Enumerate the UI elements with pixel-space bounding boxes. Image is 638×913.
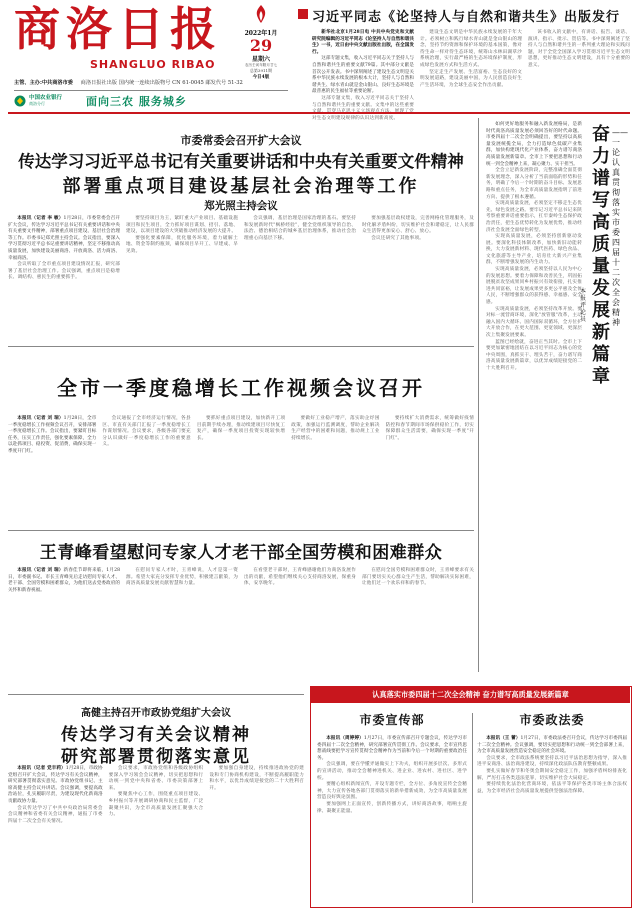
conference-col-2: 要坚持项目为王，紧盯重大产业项目、基础设施项目和民生项目，全力抓好项目谋划、招引、落地、建设，以项目建设的大突破推动经济发展的大提升。 要强化要素保障，优化服务环境，着力破解土地、资金等制约瓶颈，确保项目早开工、早建成、早见效。 <box>126 216 238 254</box>
work-meeting-col-1 <box>8 416 96 528</box>
date-weekday: 星期六 <box>251 56 270 63</box>
cppcc-headline-2: 研究部署贯彻落实意见 <box>61 747 251 767</box>
conference-col-3: 会议强调，基层治理是国家治理的基石。要坚持和发展新时代"枫桥经验"，健全党组织领导的自治、法治、德治相结合的城乡基层治理体系，推动社会治理重心向基层下移。 <box>244 216 356 241</box>
cppcc-headline-1: 传达学习有关会议精神 <box>61 725 251 745</box>
visit-col-4: 在慰问全国劳模和困难群众时，王青峰要求有关部门要切实关心群众生产生活，帮助解决实际困难，让他们过一个欢乐祥和的春节。 <box>362 568 474 587</box>
masthead <box>0 0 638 121</box>
masthead-divider <box>14 90 288 91</box>
work-meeting-headline: 全市一季度稳增长工作视频会议召开 <box>57 376 425 400</box>
special-right-title: 市委政法委 <box>519 713 585 727</box>
conference-headline-2: 部署重点项目建设基层社会治理等工作 <box>62 176 420 197</box>
divider-1 <box>8 346 474 347</box>
conference-body: 1月28日，市委常委会召开扩大会议，传达学习习近平总书记有关重要讲话和中央有关重要文件精神，部署重点项目建设、基层社会治理等工作。市委书记郑光照主持会议。会议指出，要深入学习贯彻习近平总书记重要讲话精神，坚定不移推动高质量发展，加快建设美丽商洛、开放商洛、活力商洛、幸福商洛。 <box>8 216 120 261</box>
conference-kicker: 市委常委会召开扩大会议 <box>180 134 302 147</box>
work-meeting-body: 1月28日，全市一季度稳增长工作视频会议召开，安排部署一季度稳增长工作。会议指出，要紧盯目标任务，压实工作责任，强化要素保障，全力以赴抓项目、稳投资、促消费，确保实现一季度开门红。 <box>8 416 97 454</box>
commentary-subtitle: ——一论认真贯彻落实市委四届十二次全会精神 <box>612 128 628 327</box>
divider-3 <box>8 694 304 695</box>
sponsor: 主管、主办:中共商洛市委 <box>14 80 73 86</box>
special-left-body: 1月27日，市委宣传部召开专题会议，传达学习市委四届十二次全会精神，研究部署宣传贯彻工作。会议要求，全市宣传思想战线要把学习宣传贯彻全会精神作为当前和今后一个时期的重要政治任务。 <box>317 736 467 761</box>
commentary <box>478 118 632 676</box>
conference-headline-1: 传达学习习近平总书记有关重要讲话和中央有关重要文件精神 <box>18 152 464 171</box>
work-meeting-article <box>8 352 474 530</box>
commentary-lead: 如何更好地服务和融入新发展格局，是新时代商洛高质量发展必须回答好的时代命题。市委四届十二次全会明确提出，要坚持以高质量发展统揽全局，全力打造绿色低碳产业集群，加快构建现代化产业体系，奋力谱写商洛高质量发展新篇章。全市上下要把思想和行动统一到全会精神上来，凝心聚力、实干担当。 <box>486 122 582 167</box>
top-story-col-2: 建设生态文明是中华民族永续发展的千年大计。必须树立和践行绿水青山就是金山银山的理念，坚持节约资源和保护环境的基本国策，像对待生命一样对待生态环境，统筹山水林田湖草沙系统治理，实行最严格的生态环境保护制度，形成绿色发展方式和生活方式。 坚定走生产发展、生活富裕、生态良好的文明发展道路，建设美丽中国，为人民创造良好生产生活环境，为全球生态安全作出贡献。 <box>420 30 522 88</box>
special-left-byline: 本报讯（周婷婷） <box>326 736 364 741</box>
top-story <box>298 4 630 121</box>
work-meeting-col-4: 要做好工业稳产增产，落实助企纾困政策，加强运行监测调度，帮助企业解决生产经营中的困难和问题，推动规上工业持续增长。 <box>291 416 380 441</box>
visit-byline: 本报讯（记者 刘 瑞） <box>17 568 64 573</box>
work-meeting-byline: 本报讯（记者 刘 瑞） <box>17 416 64 421</box>
conference-article <box>8 118 474 346</box>
commentary-divider <box>478 118 479 672</box>
conference-byline: 本报讯（记者 李 敏） <box>17 216 64 221</box>
special-banner <box>311 687 630 703</box>
date-day: 29 <box>249 36 273 55</box>
bank-slogan: 面向三农 服务城乡 <box>86 95 187 108</box>
cppcc-col-1: 本报讯（记者 党丰莉）1月28日，市政协党组召开扩大会议，传达学习有关会议精神，研究部署贯彻落实意见。市政协党组书记、主席高健主持会议并讲话。会议强调，要提高政治站位，扎实履职尽责，为建设现代化新商洛贡献政协力量。 会议传达学习了中共中央政治局常委会会议精神和省委有关会议精神，通报了市委四届十二次全会有关情况。 <box>8 766 103 824</box>
cppcc-kicker: 高健主持召开市政协党组扩大会议 <box>81 708 231 719</box>
special-left: 市委宣传部 本报讯（周婷婷）1月27日，市委宣传部召开专题会议，传达学习市委四届十二次全会精神，研究部署宣传贯彻工作。会议要求，全市宣传思想战线要把学习宣传贯彻全会精神作为当前和今后一个时期的重要政治任务。 会议强调，要在学懂弄通做实上下功夫，组织开展多层次、多形式的宣讲活动，推动全会精神进机关、进企业、进农村、进社区、进学校。 要精心组织新闻宣传，开设专题专栏，全方位、多角度宣传全会精神，大力宣传各地各部门贯彻落实的新举措新成效，为全市高质量发展营造良好舆论氛围。 要加强网上正面宣传，创新传播方式，讲好商洛故事，唱响主旋律、凝聚正能量。 <box>317 713 467 814</box>
cppcc-col-2: 会议要求，市政协党组和各级政协组织要深入学习领会会议精神，切实把思想和行动统一到党中央和省委、市委决策部署上来。 要聚焦中心工作，围绕重点项目建设、乡村振兴等开展调研协商和民主监督，广泛凝聚共识，为全市高质量发展汇聚强大合力。 <box>108 766 204 818</box>
cppcc-byline: 本报讯（记者 党丰莉） <box>17 766 66 771</box>
masthead-pinyin: SHANGLUO RIBAO <box>90 58 216 71</box>
work-meeting-col-3: 要抓好重点项目建设，加快新开工项目前期手续办理，推动续建项目尽快复工复产，确保一季度项目投资实现较快增长。 <box>196 416 286 441</box>
top-story-col-3: 该书收入的文献中，有讲话、报告、谈话、演讲、指示、批示、贺信等。书中深刻阐述了坚持人与自然和谐共生的一系列重大理论和实践问题，对于全党全国深入学习贯彻习近平生态文明思想，更好推动生态文明建设，具有十分重要的意义。 <box>528 30 630 68</box>
cppcc-body: 1月28日，市政协党组召开扩大会议，传达学习有关会议精神，研究部署贯彻落实意见。市政协党组书记、主席高健主持会议并讲话。会议强调，要提高政治站位，扎实履职尽责，为建设现代化新商洛贡献政协力量。 <box>8 766 103 804</box>
date-text: 2022年1月 <box>244 30 278 37</box>
special-right-byline: 本报讯（王 蕾） <box>486 736 521 741</box>
special-left-title: 市委宣传部 <box>359 713 425 727</box>
date-edition: 今日4版 <box>252 75 270 80</box>
bank-name: 中国农业银行 <box>29 95 63 101</box>
date-box <box>232 4 290 90</box>
special-right: 市委政法委 本报讯（王 蕾）1月27日，市委政法委召开会议，传达学习市委四届十二次全会精神。会议强调，要切实把思想和行动统一到全会部署上来，为全市高质量发展营造安全稳定的社会环境。 会议要求，全市政法系统要坚持以习近平法治思想为指导，深入推进平安商洛、法治商洛建设，持续深化政法队伍教育整顿成果。 要扎实做好春节和冬奥会期间安全稳定工作，加强矛盾纠纷排查化解，严厉打击各类违法犯罪，切实维护社会大局稳定。 要持续优化法治化营商环境，依法平等保护各类市场主体合法权益，为全市经济社会高质量发展提供坚强法治保障。 <box>477 713 627 794</box>
date-issue: 总第3911期 <box>249 68 273 73</box>
commentary-author: 本报评论员 <box>580 288 587 323</box>
special-section <box>310 686 632 908</box>
torch-logo-icon <box>250 4 272 24</box>
issn-line: 商洛日报社出版 国内统一连续出版物号 CN 61-0045 邮发代号 51-32 <box>80 80 243 86</box>
top-story-body: 这部专题文集，收入习近平同志关于坚持人与自然和谐共生的重要文献79篇。其中部分文献是首次公开发表。书中深刻阐述了建设生态文明是关系中华民族永续发展的根本大计，坚持人与自然和谐共生、绿水青山就是金山银山、良好生态环境是最普惠的民生福祉等重要论断。 <box>312 56 414 95</box>
visit-col-3: 在看望老干部时，王青峰感谢他们为商洛发展作出的贡献，希望他们继续关心支持商洛发展，保重身体，安享晚年。 <box>244 568 356 587</box>
work-meeting-col-2: 会议通报了全市经济运行情况，各县区、市直有关部门汇报了一季度稳增长工作谋划情况。会议要求，各级各部门要充分认识做好一季度稳增长工作的重要意义。 <box>102 416 191 448</box>
masthead-title: 商洛日报 <box>14 2 222 56</box>
special-banner-text: 认真落实市委四届十二次全会精神 奋力谱写高质量发展新篇章 <box>372 690 569 699</box>
visit-article <box>8 534 474 692</box>
bank-ad <box>14 93 288 109</box>
top-story-lead: 新华社北京1月28日电 中共中央党史和文献研究院编辑的习近平同志《论坚持人与自然和谐共生》一书，近日由中央文献出版社出版，在全国发行。 <box>312 30 414 55</box>
masthead-bottom-rule <box>8 112 630 114</box>
conference-col-4: 要加强基层政权建设，完善网格化管理服务，及时化解矛盾纠纷，切实维护社会和谐稳定，让人民群众生活得更加安心、舒心、放心。 会议还研究了其他事项。 <box>362 216 474 241</box>
top-story-headline: 习近平同志《论坚持人与自然和谐共生》出版发行 <box>312 10 621 25</box>
cppcc-col-3: 要加强自身建设，持续推进政协党的建设和专门协商机构建设，不断提高履职能力和水平，以优异成绩迎接党的二十大胜利召开。 <box>209 766 305 791</box>
top-story-bullet <box>298 9 308 19</box>
sponsor-line <box>14 79 243 86</box>
visit-col-2: 在慰问专家人才时，王青峰说，人才是第一资源。希望大家充分发挥专业优势，积极建言献策，为商洛高质量发展贡献智慧和力量。 <box>126 568 238 587</box>
visit-body: 新春佳节即将来临，1月28日，市委副书记、市长王青峰先后走访慰问专家人才、老干部、全国劳模和困难群众，为他们送去党委政府的关怀和新春祝福。 <box>8 568 120 593</box>
commentary-title: 奋力谱写高质量发展新篇章 <box>592 124 611 387</box>
visit-headline: 王青峰看望慰问专家人才老干部全国劳模和困难群众 <box>39 543 443 563</box>
special-right-body: 1月27日，市委政法委召开会议，传达学习市委四届十二次全会精神。会议强调，要切实把思想和行动统一到全会部署上来，为全市高质量发展营造安全稳定的社会环境。 <box>477 736 627 755</box>
visit-col-1 <box>8 568 120 688</box>
top-story-col-1: 新华社北京1月28日电 中共中央党史和文献研究院编辑的习近平同志《论坚持人与自然和谐共生》一书，近日由中央文献出版社出版，在全国发行。 这部专题文集，收入习近平同志关于坚持人与自然和谐共生的重要文献79篇。其中部分文献是首次公开发表。书中深刻阐述了建设生态文明是关系中华民族永续发展的根本大计，坚持人与自然和谐共生、绿水青山就是金山银山、良好生态环境是最普惠的民生福祉等重要论断。 这部专题文集，收入习近平同志关于坚持人与自然和谐共生的重要文献。文集中的这些重要 对生态文明建设规律的认识达到新高度。 <box>312 30 414 121</box>
work-meeting-col-5: 要持续扩大消费需求，统筹做好疫情防控和春节期间市场保供稳价工作，切实保障群众生活需要，确保实现一季度"开门红"。 <box>385 416 475 441</box>
commentary-body: 如何更好地服务和融入新发展格局，是新时代商洛高质量发展必须回答好的时代命题。市委四届十二次全会明确提出，要坚持以高质量发展统揽全局，全力打造绿色低碳产业集群，加快构建现代化产业体系，奋力谱写商洛高质量发展新篇章。全市上下要把思想和行动统一到全会精神上来，凝心聚力、实干担当。 全会立足新发展阶段，完整准确全面贯彻新发展理念，深入分析了当前面临的形势和任务，明确了今后一个时期的奋斗目标、发展思路和重点任务，为全市高质量发展指明了前进方向、提供了根本遵循。 实现高质量发展，必须坚定不移走生态优先、绿色发展之路。要牢记习近平总书记来陕考察重要讲话重要指示，扛牢秦岭生态保护政治责任，把生态优势转化为发展优势，推动经济社会发展全面绿色转型。 实现高质量发展，必须坚持创新驱动发展。要深化科技体制改革，加快新旧动能转换，大力发展新材料、现代医药、绿色食品、文化旅游等主导产业，培育壮大新兴产业集群，不断增强发展的内生动力。 实现高质量发展，必须坚持以人民为中心的发展思想。要着力保障和改善民生，巩固拓展脱贫攻坚成果同乡村振兴有效衔接，扎实推进共同富裕，让发展成果更多更公平惠及全体人民，不断增强群众的获得感、幸福感、安全感。 实现高质量发展，必须坚持改革开放。要对标一流营商环境，深化"放管服"改革，主动融入国内大循环、国内国际双循环，全方位扩大开放合作，在更大范围、更宽领域、更深层次上集聚发展要素。 蓝图已经绘就，奋进正当其时。全市上下要更加紧密地团结在以习近平同志为核心的党中央周围，真抓实干、埋头苦干，奋力谱写商洛高质量发展新篇章，以优异成绩迎接党的二十大胜利召开。 <box>486 122 582 371</box>
divider-2 <box>8 530 474 531</box>
date-lunar: 农历壬寅年腊月廿七 <box>244 63 278 67</box>
conference-sub: 郑光照主持会议 <box>204 200 278 212</box>
cppcc-article <box>8 694 304 908</box>
bank-logo-icon <box>14 95 26 107</box>
conference-col-1: 本报讯（记者 李 敏）1月28日，市委常委会召开扩大会议，传达学习习近平总书记有关重要讲话和中央有关重要文件精神，部署重点项目建设、基层社会治理等工作。市委书记郑光照主持会议。会议指出，要深入学习贯彻习近平总书记重要讲话精神，坚定不移推动高质量发展，加快建设美丽商洛、开放商洛、活力商洛、幸福商洛。 会议听取了全市重点项目建设情况汇报，研究部署了基层社会治理工作。会议强调，重点项目是稳增长、调结构、惠民生的重要抓手。 <box>8 216 120 281</box>
bank-branch: 商洛分行 <box>29 101 45 106</box>
special-divider <box>472 713 473 903</box>
